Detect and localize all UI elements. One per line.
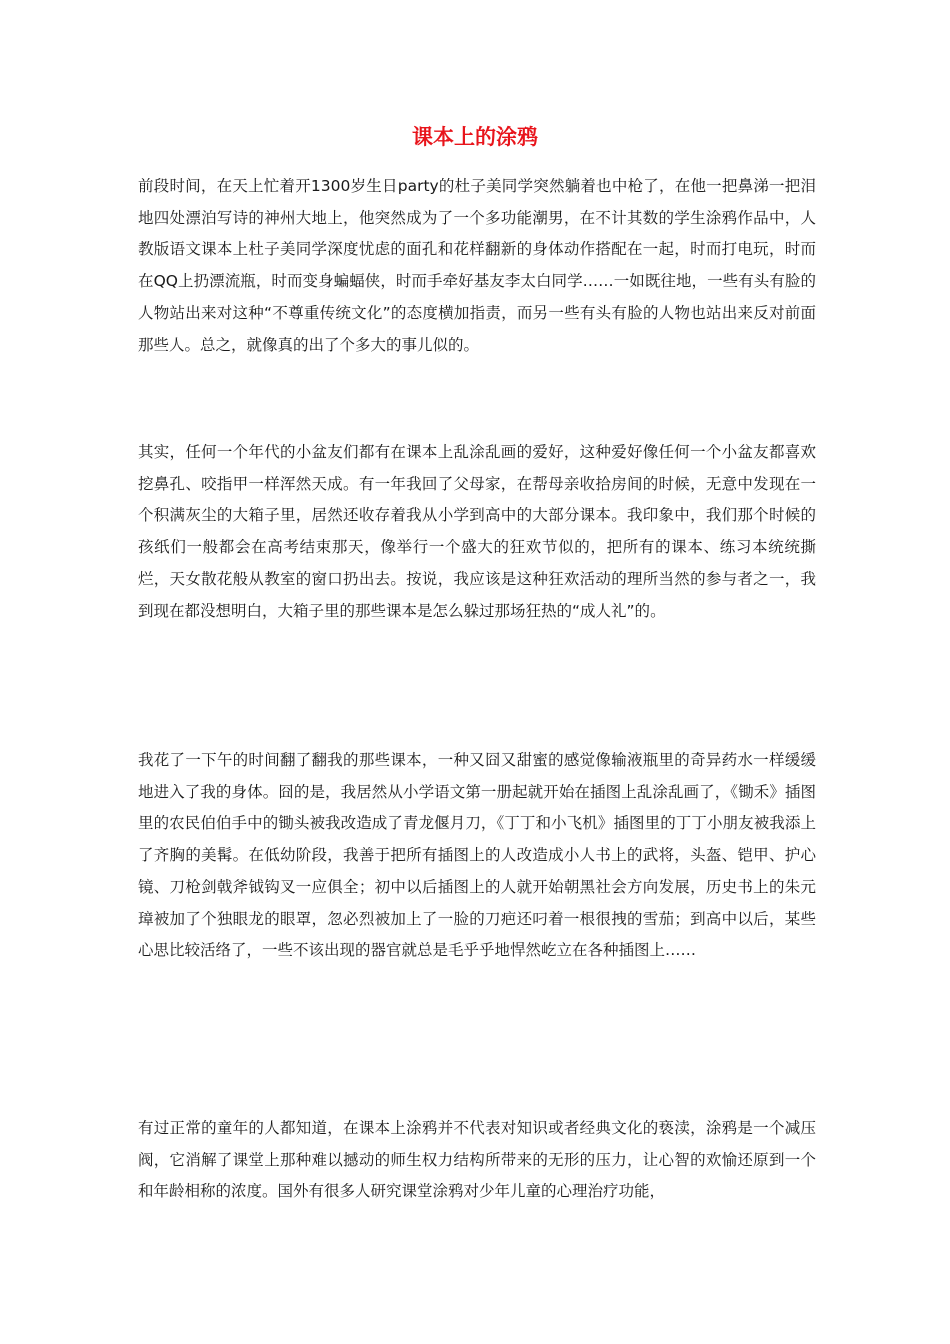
paragraph-2: 其实，任何一个年代的小盆友们都有在课本上乱涂乱画的爱好，这种爱好像任何一个小盆友都喜欢挖鼻孔、咬指甲一样浑然天成。有一年我回了父母家，在帮母亲收拾房间的时候，无意中发现在一个积满灰尘的大箱子里，居然还收存着我从小学到高中的大部分课本。我印象中，我们那个时候的孩纸们一般都会在高考结束那天，像举行一个盛大的狂欢节似的，把所有的课本、练习本统统撕烂，天女散花般从教室的窗口扔出去。按说，我应该是这种狂欢活动的理所当然的参与者之一，我到现在都没想明白，大箱子里的那些课本是怎么躲过那场狂热的“成人礼”的。 — [138, 443, 816, 620]
paragraph-1: 前段时间，在天上忙着开1300岁生日party的杜子美同学突然躺着也中枪了，在他一把鼻涕一把泪地四处漂泊写诗的神州大地上，他突然成为了一个多功能潮男，在不计其数的学生涂鸦作品中，人教版语文课本上杜子美同学深度忧虑的面孔和花样翻新的身体动作搭配在一起，时而打电玩，时而在QQ上扔漂流瓶，时而变身蝙蝠侠，时而手牵好基友李太白同学……一如既往地，一些有头有脸的人物站出来对这种“不尊重传统文化”的态度横加指责，而另一些有头有脸的人物也站出来反对前面那些人。总之，就像真的出了个多大的事儿似的。 — [138, 177, 816, 354]
paragraph-4: 有过正常的童年的人都知道，在课本上涂鸦并不代表对知识或者经典文化的亵渎，涂鸦是一个减压阀，它消解了课堂上那种难以撼动的师生权力结构所带来的无形的压力，让心智的欢愉还原到一个和年龄相称的浓度。国外有很多人研究课堂涂鸦对少年儿童的心理治疗功能， — [138, 1119, 816, 1201]
paragraph-3: 我花了一下午的时间翻了翻我的那些课本，一种又囧又甜蜜的感觉像输液瓶里的奇异药水一样缓缓地进入了我的身体。囧的是，我居然从小学语文第一册起就开始在插图上乱涂乱画了，《锄禾》插图里的农民伯伯手中的锄头被我改造成了青龙偃月刀，《丁丁和小飞机》插图里的丁丁小朋友被我添上了齐胸的美髯。在低幼阶段，我善于把所有插图上的人改造成小人书上的武将，头盔、铠甲、护心镜、刀枪剑戟斧钺钩叉一应俱全；初中以后插图上的人就开始朝黑社会方向发展，历史书上的朱元璋被加了个独眼龙的眼罩，忽必烈被加上了一脸的刀疤还叼着一根很拽的雪茄；到高中以后，某些心思比较活络了，一些不该出现的器官就总是毛乎乎地悍然屹立在各种插图上…… — [138, 751, 816, 960]
document-title: 课本上的涂鸦 — [412, 125, 538, 149]
